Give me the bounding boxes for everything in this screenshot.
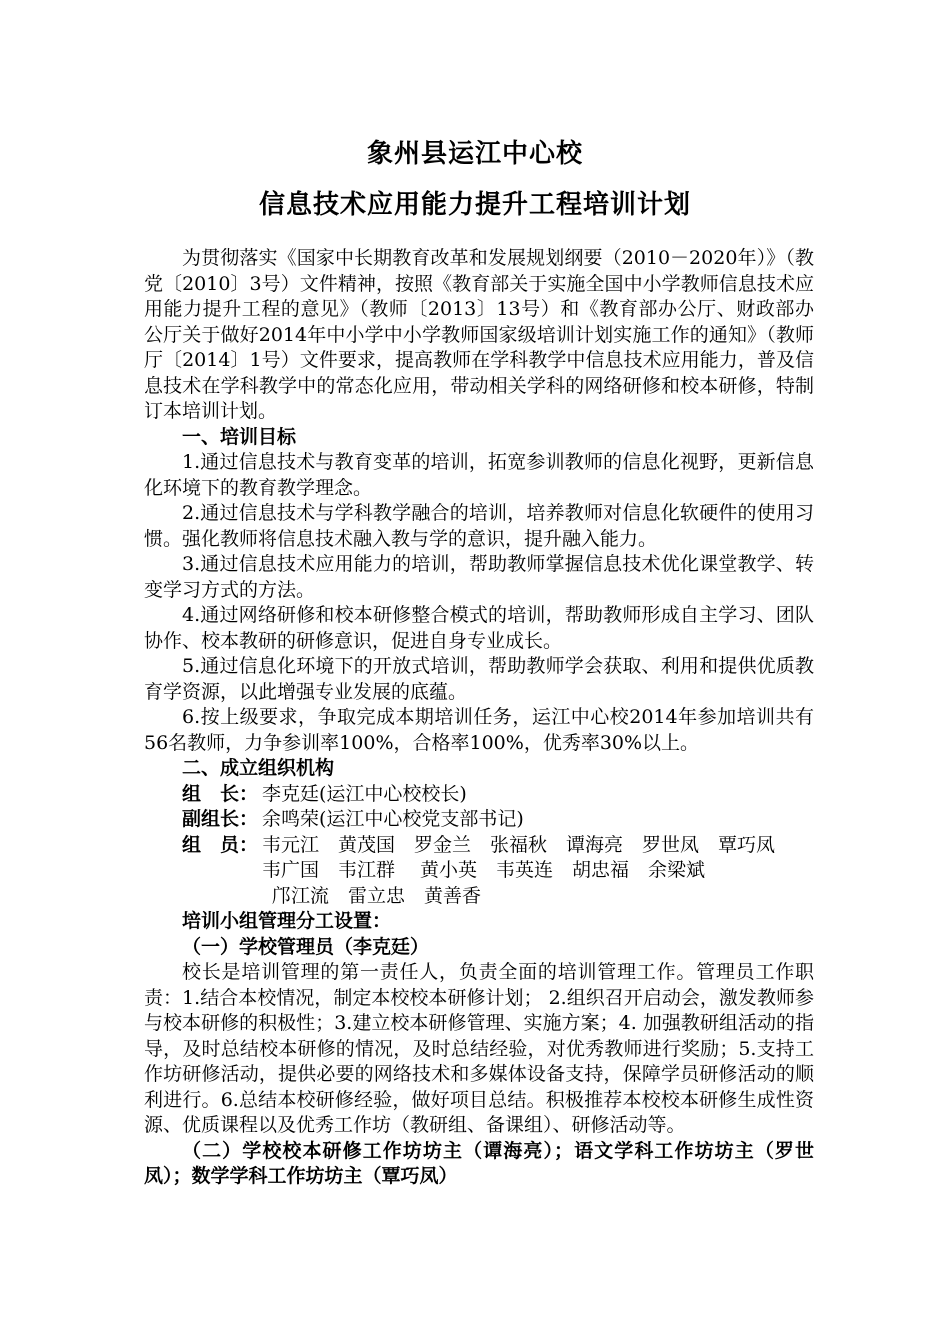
org-leader-row (144, 782, 814, 808)
document-body (144, 246, 814, 1190)
org-leader-label: 组 长： (182, 782, 259, 805)
org-deputy-label: 副组长： (182, 808, 259, 830)
subsection-heading-workshop: （二）学校校本研修工作坊坊主（谭海亮）；语文学科工作坊坊主（罗世凤）；数学学科工作坊坊主（覃巧凤） (144, 1139, 814, 1187)
goal-item-2: 2.通过信息技术与学科教学融合的培训，培养教师对信息化软硬件的使用习惯。强化教师将信息技术融入教与学的意识，提升融入能力。 (144, 502, 814, 550)
goal-item-3: 3.通过信息技术应用能力的培训，帮助教师掌握信息技术优化课堂教学、转变学习方式的方法。 (144, 553, 814, 601)
goal-item-5: 5.通过信息化环境下的开放式培训，帮助教师学会获取、利用和提供优质教育学资源，以此增强专业发展的底蕴。 (144, 655, 814, 703)
goal-item-4: 4.通过网络研修和校本研修整合模式的培训，帮助教师形成自主学习、团队协作、校本教研的研修意识，促进自身专业成长。 (144, 604, 814, 652)
section-heading-organization: 二、成立组织机构 (182, 757, 335, 779)
goal-item-1: 1.通过信息技术与教育变革的培训，拓宽参训教师的信息化视野，更新信息化环境下的教育教学理念。 (144, 451, 814, 499)
org-members-row (144, 833, 814, 859)
org-members-line-3: 邝江流 雷立忠 黄善香 (272, 884, 482, 907)
org-leader-value: 李克廷(运江中心校校长) (262, 782, 467, 805)
org-deputy-value: 余鸣荣(运江中心校党支部书记) (262, 808, 524, 830)
org-members-line-2: 韦广国 韦江群 黄小英 韦英连 胡忠福 余梁斌 (262, 859, 706, 881)
division-heading: 培训小组管理分工设置： (182, 910, 392, 932)
subsection-heading-admin: （一）学校管理员（李克廷） (182, 935, 430, 958)
subsection-admin-text: 校长是培训管理的第一责任人，负责全面的培训管理工作。管理员工作职责：1.结合本校情况，制定本校校本研修计划； 2.组织召开启动会，激发教师参与校本研修的积极性；3.建立校本研修管理、实施方案；4. 加强教研组活动的指导，及时总结校本研修的情况，及时总结经验，对优秀教师进行奖励；5.支持工作坊研修活动，提供必要的网络技术和多媒体设备支持，保障学员研修活动的顺利进行。6.总结本校研修经验，做好项目总结。积极推荐本校校本研修生成性资源、优质课程以及优秀工作坊（教研组、备课组）、研修活动等。 (144, 961, 814, 1136)
org-members-line-1: 韦元江 黄茂国 罗金兰 张福秋 谭海亮 罗世凤 覃巧凤 (262, 833, 776, 856)
document-title-school: 象州县运江中心校 (366, 139, 583, 169)
org-deputy-row (144, 807, 814, 833)
section-heading-goals: 一、培训目标 (182, 425, 297, 448)
intro-paragraph: 为贯彻落实《国家中长期教育改革和发展规划纲要（2010－2020年）》（教党〔2010〕3号）文件精神，按照《教育部关于实施全国中小学教师信息技术应用能力提升工程的意见》（教师〔2013〕13号）和《教育部办公厅、财政部办公厅关于做好2014年中小学中小学教师国家级培训计划实施工作的通知》（教师厅〔2014〕1号）文件要求，提高教师在学科教学中信息技术应用能力，普及信息技术在学科教学中的常态化应用，带动相关学科的网络研修和校本研修，特制订本培训计划。 (144, 247, 814, 422)
org-members-label: 组 员： (182, 833, 259, 856)
document-title-plan: 信息技术应用能力提升工程培训计划 (258, 190, 691, 220)
goal-item-6: 6.按上级要求，争取完成本期培训任务，运江中心校2014年参加培训共有56名教师，力争参训率100%，合格率100%，优秀率30%以上。 (144, 706, 814, 754)
